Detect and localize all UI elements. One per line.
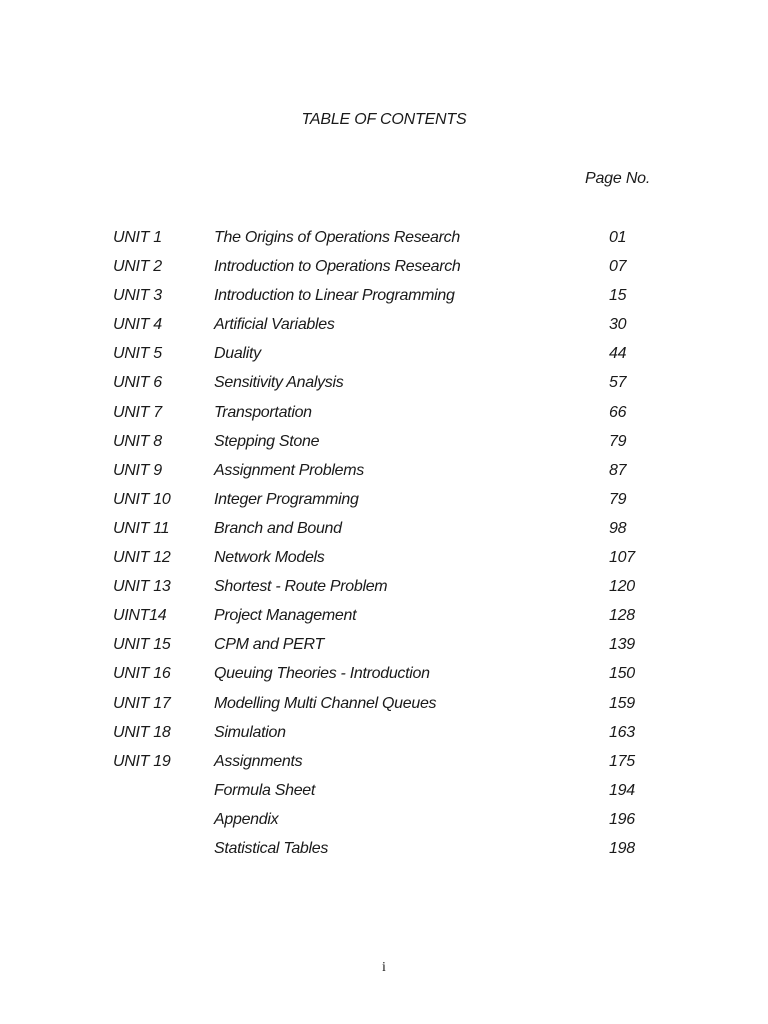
table-of-contents: [0, 223, 768, 863]
toc-entry: [0, 398, 768, 427]
toc-page-number: 79: [609, 490, 627, 508]
toc-topic-title: Introduction to Linear Programming: [214, 287, 455, 305]
toc-entry: [0, 223, 768, 252]
toc-topic-title: Shortest - Route Problem: [214, 578, 388, 596]
toc-entry: [0, 514, 768, 543]
toc-entry: [0, 659, 768, 688]
toc-topic-title: Network Models: [214, 549, 325, 567]
toc-topic-title: Queuing Theories - Introduction: [214, 665, 430, 683]
toc-entry: [0, 630, 768, 659]
toc-unit-label: UNIT 18: [113, 723, 171, 741]
toc-page-number: 139: [609, 636, 635, 654]
toc-entry: [0, 339, 768, 368]
toc-page-number: 98: [609, 519, 627, 537]
toc-entry: [0, 805, 768, 834]
toc-topic-title: Statistical Tables: [214, 839, 329, 857]
toc-page-number: 198: [609, 839, 635, 857]
toc-page-number: 79: [609, 432, 627, 450]
toc-unit-label: UNIT 16: [113, 665, 171, 683]
toc-topic-title: Simulation: [214, 723, 286, 741]
toc-entry: [0, 427, 768, 456]
toc-entry: [0, 456, 768, 485]
toc-topic-title: Branch and Bound: [214, 519, 342, 537]
toc-unit-label: UNIT 8: [113, 432, 162, 450]
toc-unit-label: UNIT 10: [113, 490, 171, 508]
toc-topic-title: Duality: [214, 345, 261, 363]
toc-entry: [0, 601, 768, 630]
toc-topic-title: Stepping Stone: [214, 432, 320, 450]
toc-unit-label: UNIT 12: [113, 549, 171, 567]
toc-page-number: 163: [609, 723, 635, 741]
toc-entry: [0, 572, 768, 601]
toc-entry: [0, 485, 768, 514]
toc-unit-label: UNIT 3: [113, 287, 162, 305]
toc-entry: [0, 776, 768, 805]
toc-topic-title: Modelling Multi Channel Queues: [214, 694, 437, 712]
toc-topic-title: Introduction to Operations Research: [214, 258, 461, 276]
toc-unit-label: UNIT 9: [113, 461, 162, 479]
toc-page-number: 194: [609, 781, 635, 799]
toc-entry: [0, 689, 768, 718]
toc-unit-label: UNIT 5: [113, 345, 162, 363]
toc-entry: [0, 543, 768, 572]
toc-unit-label: UINT14: [113, 607, 167, 625]
toc-topic-title: Assignment Problems: [214, 461, 364, 479]
toc-unit-label: UNIT 2: [113, 258, 162, 276]
toc-page-number: 128: [609, 607, 635, 625]
toc-topic-title: Sensitivity Analysis: [214, 374, 344, 392]
toc-unit-label: UNIT 17: [113, 694, 171, 712]
toc-unit-label: UNIT 7: [113, 403, 162, 421]
page-number-column-header: Page No.: [585, 170, 651, 187]
toc-entry: [0, 310, 768, 339]
toc-unit-label: UNIT 15: [113, 636, 171, 654]
toc-topic-title: The Origins of Operations Research: [214, 229, 460, 246]
toc-unit-label: UNIT 13: [113, 578, 171, 596]
toc-unit-label: UNIT 11: [113, 519, 170, 537]
toc-page-number: 120: [609, 578, 635, 596]
toc-page-number: 66: [609, 403, 627, 421]
toc-page-number: 07: [609, 258, 627, 276]
toc-page-number: 01: [609, 229, 627, 246]
toc-entry: [0, 281, 768, 310]
toc-entry: [0, 718, 768, 747]
toc-page-number: 87: [609, 461, 627, 479]
toc-page-number: 57: [609, 374, 627, 392]
toc-topic-title: CPM and PERT: [214, 636, 324, 654]
toc-page-number: 107: [609, 549, 635, 567]
toc-page-number: 30: [609, 316, 627, 334]
toc-topic-title: Formula Sheet: [214, 781, 316, 799]
toc-entry: [0, 368, 768, 397]
toc-entry: [0, 252, 768, 281]
toc-topic-title: Artificial Variables: [214, 316, 335, 334]
page-title: TABLE OF CONTENTS: [301, 111, 467, 128]
toc-topic-title: Transportation: [214, 403, 312, 421]
toc-page-number: 150: [609, 665, 635, 683]
toc-entry: [0, 834, 768, 863]
toc-unit-label: UNIT 1: [113, 229, 162, 246]
toc-page-number: 175: [609, 752, 635, 770]
toc-unit-label: UNIT 6: [113, 374, 162, 392]
toc-topic-title: Project Management: [214, 607, 357, 625]
toc-page-number: 15: [609, 287, 627, 305]
toc-topic-title: Assignments: [214, 752, 303, 770]
toc-page-number: 44: [609, 345, 627, 363]
toc-page-number: 196: [609, 810, 635, 828]
toc-topic-title: Integer Programming: [214, 490, 359, 508]
toc-entry: [0, 747, 768, 776]
footer-page-number: i: [382, 960, 386, 975]
toc-unit-label: UNIT 4: [113, 316, 162, 334]
toc-unit-label: UNIT 19: [113, 752, 171, 770]
toc-topic-title: Appendix: [214, 810, 279, 828]
toc-page-number: 159: [609, 694, 635, 712]
